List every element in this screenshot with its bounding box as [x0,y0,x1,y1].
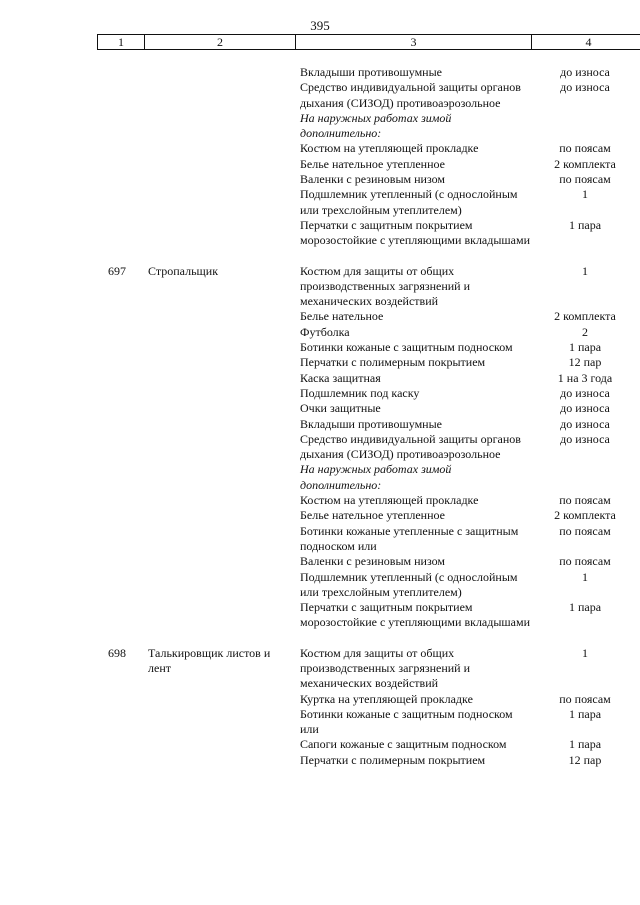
equipment-quantity: 1 пара [568,340,602,355]
equipment-row [0,462,640,493]
equipment-quantity: по поясам [559,554,611,569]
equipment-quantity: по поясам [559,523,611,538]
equipment-quantity: 1 [582,263,588,278]
equipment-quantity: 1 [582,187,588,202]
equipment-name: Белье нательное утепленное [300,156,445,171]
column-header-4: 4 [532,35,640,50]
equipment-name: Каска защитная [300,370,381,385]
equipment-row [0,737,640,752]
equipment-row [0,325,640,340]
column-header-1: 1 [98,35,145,50]
equipment-quantity [530,111,640,142]
equipment-row [0,401,640,416]
equipment-name: Ботинки кожаные с защитным подноском или [300,706,513,737]
equipment-row [0,141,640,156]
equipment-quantity: 1 [582,645,588,660]
equipment-quantity: 1 пара [568,706,602,721]
equipment-row [0,371,640,386]
equipment-row [0,570,640,601]
equipment-name: Перчатки с защитным покрытием морозостойкие с утепляющими вкладышами [300,217,531,248]
section-gap [0,631,640,646]
equipment-row [0,355,640,370]
equipment-name: Валенки с резиновым низом [300,554,446,569]
equipment-name: Средство индивидуальной защиты органов дыхания (СИЗОД) противоаэрозольное [300,80,521,110]
equipment-name: Костюм для защиты от общих производственных загрязнений и механических воздействий [300,263,471,309]
equipment-name: Костюм на утепляющей прокладке [300,493,479,508]
page-number: 395 [310,18,330,33]
equipment-name: Подшлемник под каску [300,385,420,400]
column-header-3: 3 [296,35,532,50]
equipment-row [0,753,640,768]
equipment-name: Перчатки с полимерным покрытием [300,355,486,370]
equipment-quantity: по поясам [559,172,611,187]
equipment-row [0,80,640,111]
equipment-quantity: по поясам [559,691,611,706]
equipment-quantity: 2 комплекта [554,508,616,523]
profession-section [0,65,640,249]
equipment-quantity: 1 пара [568,600,602,615]
equipment-row [0,508,640,523]
equipment-quantity: 1 пара [568,217,602,232]
equipment-quantity: по поясам [559,141,611,156]
equipment-row [0,524,640,555]
equipment-quantity: до износа [560,385,610,400]
profession-name: Стропальщик [148,263,219,278]
equipment-row [0,554,640,569]
section-gap [0,249,640,264]
equipment-row [0,692,640,707]
equipment-row [0,218,640,249]
equipment-name: Ботинки кожаные утепленные с защитным подноском или [300,523,519,553]
equipment-row [0,707,640,738]
equipment-name: Подшлемник утепленный (с однослойным или трехслойным утеплителем) [300,187,518,217]
profession-section [0,646,640,768]
equipment-row [0,493,640,508]
equipment-quantity: 2 комплекта [554,309,616,324]
equipment-row [0,111,640,142]
condition-note: На наружных работах зимой дополнительно: [300,462,452,492]
equipment-name: Подшлемник утепленный (с однослойным или трехслойным утеплителем) [300,569,518,599]
equipment-quantity: 1 на 3 года [557,370,613,385]
equipment-name: Перчатки с полимерным покрытием [300,752,486,767]
equipment-name: Ботинки кожаные с защитным подноском [300,340,513,355]
item-number: 697 [108,263,126,278]
equipment-row [0,417,640,432]
equipment-name: Костюм на утепляющей прокладке [300,141,479,156]
equipment-name: Вкладыши противошумные [300,65,442,79]
equipment-quantity: 12 пар [568,752,602,767]
equipment-name: Очки защитные [300,401,381,416]
equipment-quantity: до износа [560,401,610,416]
equipment-quantity: по поясам [559,493,611,508]
equipment-row [0,386,640,401]
equipment-row [0,432,640,463]
equipment-row [0,65,640,80]
equipment-name: Перчатки с защитным покрытием морозостойкие с утепляющими вкладышами [300,600,531,630]
equipment-quantity: до износа [560,431,610,446]
equipment-name: Костюм для защиты от общих производственных загрязнений и механических воздействий [300,645,471,691]
condition-note: На наружных работах зимой дополнительно: [300,110,452,141]
equipment-name: Футболка [300,324,350,339]
equipment-quantity: до износа [560,416,610,431]
equipment-name: Валенки с резиновым низом [300,172,446,187]
equipment-row [0,264,640,310]
column-header-2: 2 [145,35,296,50]
equipment-quantity: 12 пар [568,355,602,370]
equipment-quantity: 2 комплекта [554,156,616,171]
equipment-row [0,340,640,355]
equipment-quantity: до износа [560,80,610,95]
norms-table-body [0,65,640,768]
equipment-row [0,187,640,218]
profession-section [0,264,640,631]
equipment-name: Вкладыши противошумные [300,416,442,431]
item-number: 698 [108,645,126,660]
column-header-row [97,34,640,50]
equipment-name: Белье нательное [300,309,384,324]
equipment-quantity [530,462,640,493]
equipment-name: Сапоги кожаные с защитным подноском [300,737,507,752]
equipment-quantity: 1 пара [568,737,602,752]
equipment-name: Средство индивидуальной защиты органов дыхания (СИЗОД) противоаэрозольное [300,431,521,462]
equipment-row [0,600,640,631]
equipment-row [0,157,640,172]
equipment-quantity: 1 [582,569,588,584]
profession-name: Талькировщик листов и лент [148,645,271,675]
equipment-row [0,172,640,187]
equipment-quantity: 2 [582,324,588,339]
equipment-row [0,646,640,692]
equipment-name: Куртка на утепляющей прокладке [300,691,473,706]
equipment-row [0,309,640,324]
equipment-name: Белье нательное утепленное [300,508,445,523]
equipment-quantity: до износа [560,65,610,79]
